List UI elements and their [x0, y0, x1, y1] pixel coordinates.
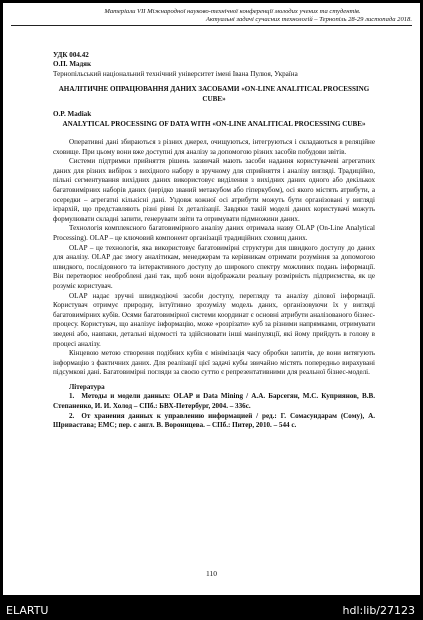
document-page	[3, 3, 420, 595]
page-number: 110	[206, 569, 217, 578]
handle-id: hdl:lib/27123	[342, 604, 415, 617]
title-ua: АНАЛІТИЧНЕ ОПРАЦЮВАННЯ ДАНИХ ЗАСОБАМИ «ON-LINE ANALITICAL PROCESSING CUBE»	[58, 85, 370, 103]
paragraph-5: OLAP надає зручні швидкодіючі засоби доступу, перегляду та аналізу ділової інформації. Користувач отримує природну, інтуїтивно зрозумілу модель даних, організовуючи їх у вигляді багатовимірних кубів. Осями багатовимірної системи координат є основні атрибути аналізованого бізнес-процесу. Користувач, що аналізує інформацію, може «розрізати» куб за різними напрямками, отримувати зведені або, навпаки, детальні відомості та здійснювати інші маніпуляції, які йому прийдуть в голову в процесі аналізу.	[53, 291, 375, 348]
paragraph-1: Оперативні дані збираються з різних джерел, очищуються, інтегруються і складаються в реляційне сховище. При цьому вони вже доступні для аналізу за допомогою різних засобів побудови звітів.	[53, 138, 375, 156]
affiliation: Тернопільський національний технічний університет імені Івана Пулюя, Україна	[53, 69, 298, 78]
repository-footer	[0, 598, 423, 620]
title-en: ANALYTICAL PROCESSING OF DATA WITH «ON-LINE ANALITICAL PROCESSING CUBE»	[62, 119, 366, 128]
article-meta	[53, 51, 375, 79]
paragraph-3: Технологія комплексного багатовимірного аналізу даних отримала назву OLAP (On-Line Analytical Processing). OLAP – це ключовий компонент організації традиційних сховищ даних.	[53, 224, 375, 242]
author-en: O.P. Madiak	[53, 110, 92, 119]
header-line-1: Матеріали VII Міжнародної науково-технічної конференції молодих учених та студентів.	[104, 8, 361, 15]
literature-heading: Література	[69, 382, 105, 391]
udc-code: УДК 004.42	[53, 51, 89, 59]
author-ua: О.П. Мадяк	[53, 60, 92, 69]
repository-name: ELARTU	[6, 604, 49, 617]
reference-1: 1. Методы и модели данных: OLAP и Data Mining / А.А. Барсегян, М.С. Куприянов, В.В. Степаненко, И. И. Холод – СПб.: БВХ-Петербург, 2004. – 336с.	[53, 392, 375, 411]
running-header	[11, 8, 412, 26]
paragraph-4: OLAP – це технологія, яка використовує багатовимірні структури для швидкого доступу до даних для аналізу. OLAP дає змогу аналітикам, менеджерам та керівникам отримати розуміння за допомогою швидкого, послідовного та інтерактивного доступу до широкого спектру можливих подань інформації. Він перетворює необроблені дані так, щоб вони відображали реальну розмірність підприємства, як це розуміє користувач.	[53, 243, 375, 290]
reference-2: 2. От хранения данных к управлению информацией / ред.: Г. Сомасундарам (Сому), А. Шриваставa; ЕМС; пер. с англ. В. Вороницева. – СПб.: Питер, 2010. – 544 с.	[53, 411, 375, 430]
header-line-2: Актуальні задачі сучасних технологій – Тернопіль 28-29 листопада 2018.	[11, 16, 412, 26]
paragraph-6: Кінцевою метою створення подібних кубів є мінімізація часу обробки запитів, де вони витягують інформацію з фактичних даних. Для реалізації цієї задачі кубы звичайно містять попередньо вирахувані підсумкові дані. Багатовимірні погляди за своєю суттю є репрезентативними для реальної бізнес-моделі.	[53, 349, 375, 377]
article-body	[53, 51, 375, 431]
paragraph-2: Системи підтримки прийняття рішень зазвичай мають засоби надання користувачеві агрегатних даних для різних вибірок з вихідного набору в зручному для сприйняття і аналізу вигляді. Традиційно, пільні сегментування вихідних даних використовує виділення з вихідних даних одного або декількох багатовимірних наборів даних (нерідко званий метакубом або гіперкубом), осі якого містять атрибути, а осередки – агрегатні кількісні дані. Уздовж кожної осі атрибути можуть бути організовані у вигляді ієрархій, що представляють різні рівні їх деталізації. Завдяки такій моделі даних користувачі можуть формулювати складні запити, генерувати звіти та отримувати підмножини даних.	[53, 157, 375, 223]
